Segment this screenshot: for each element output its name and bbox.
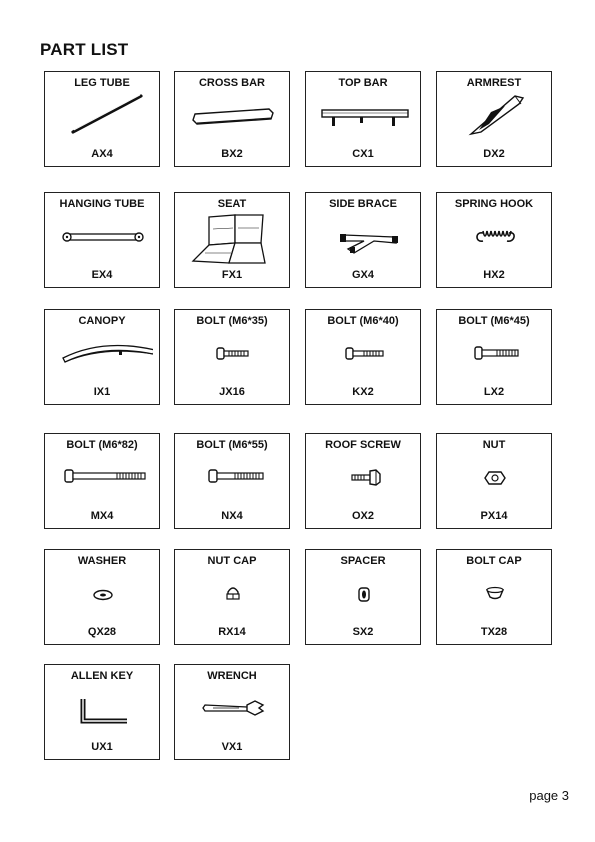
part-card-leg-tube	[44, 71, 160, 167]
canopy-icon	[53, 328, 153, 378]
part-code: QX28	[87, 626, 117, 638]
part-code: KX2	[352, 386, 374, 398]
part-card-bolt-m6-82	[44, 433, 160, 529]
part-code: CX1	[352, 148, 374, 160]
part-label: TOP BAR	[338, 77, 388, 89]
part-card-seat	[174, 192, 290, 288]
part-card-spring-hook	[436, 192, 552, 288]
part-label: ARMREST	[466, 77, 522, 89]
roof-screw-icon	[314, 452, 414, 502]
part-card-bolt-m6-55	[174, 433, 290, 529]
page-title: PART LIST	[40, 40, 129, 59]
bolt-icon	[183, 452, 283, 502]
part-code: PX14	[480, 510, 508, 522]
part-code: SX2	[352, 626, 374, 638]
part-card-allen-key	[44, 664, 160, 760]
part-card-bolt-m6-40	[305, 309, 421, 405]
part-label: SPACER	[340, 555, 386, 567]
part-card-hanging-tube	[44, 192, 160, 288]
long-bolt-icon	[53, 452, 153, 502]
part-card-bolt-cap	[436, 549, 552, 645]
part-code: EX4	[91, 269, 113, 281]
part-label: SPRING HOOK	[454, 198, 534, 210]
part-code: DX2	[483, 148, 505, 160]
part-code: NX4	[221, 510, 243, 522]
bolt-cap-icon	[445, 568, 545, 618]
part-card-nut-cap	[174, 549, 290, 645]
part-card-top-bar	[305, 71, 421, 167]
part-label: BOLT CAP	[466, 555, 522, 567]
spring-hook-icon	[445, 211, 545, 261]
part-label: HANGING TUBE	[59, 198, 145, 210]
bolt-icon	[445, 328, 545, 378]
part-label: SEAT	[217, 198, 247, 210]
part-card-side-brace	[305, 192, 421, 288]
allen-key-icon	[53, 683, 153, 733]
nut-icon	[445, 452, 545, 502]
part-card-roof-screw	[305, 433, 421, 529]
part-card-bolt-m6-45	[436, 309, 552, 405]
seat-icon	[183, 211, 283, 267]
part-code: BX2	[221, 148, 243, 160]
part-label: BOLT (M6*55)	[196, 439, 268, 451]
top-bar-icon	[314, 90, 414, 140]
part-label: CROSS BAR	[198, 77, 265, 89]
part-label: NUT CAP	[207, 555, 257, 567]
part-label: WRENCH	[207, 670, 257, 682]
part-code: RX14	[218, 626, 246, 638]
armrest-icon	[445, 90, 545, 140]
washer-icon	[53, 568, 153, 618]
part-card-armrest	[436, 71, 552, 167]
part-code: VX1	[221, 741, 243, 753]
part-code: FX1	[221, 269, 243, 281]
nut-cap-icon	[183, 568, 283, 618]
part-code: TX28	[480, 626, 508, 638]
cross-bar-icon	[183, 90, 283, 140]
hanging-tube-icon	[53, 211, 153, 261]
part-card-canopy	[44, 309, 160, 405]
part-code: GX4	[351, 269, 374, 281]
part-card-cross-bar	[174, 71, 290, 167]
part-label: SIDE BRACE	[329, 198, 397, 210]
part-label: BOLT (M6*45)	[458, 315, 530, 327]
part-label: LEG TUBE	[74, 77, 130, 89]
part-code: HX2	[483, 269, 505, 281]
part-label: ROOF SCREW	[325, 439, 401, 451]
part-card-spacer	[305, 549, 421, 645]
part-card-wrench	[174, 664, 290, 760]
side-brace-icon	[314, 211, 414, 261]
part-label: WASHER	[77, 555, 127, 567]
spacer-icon	[314, 568, 414, 618]
page-number: page 3	[529, 788, 569, 803]
part-label: ALLEN KEY	[70, 670, 134, 682]
leg-tube-icon	[53, 90, 153, 140]
part-code: JX16	[219, 386, 245, 398]
part-code: MX4	[90, 510, 114, 522]
part-label: BOLT (M6*40)	[327, 315, 399, 327]
part-card-nut	[436, 433, 552, 529]
part-card-washer	[44, 549, 160, 645]
part-code: AX4	[91, 148, 113, 160]
part-label: NUT	[482, 439, 506, 451]
bolt-icon	[183, 328, 283, 378]
part-code: OX2	[351, 510, 374, 522]
part-label: BOLT (M6*82)	[66, 439, 138, 451]
part-label: BOLT (M6*35)	[196, 315, 268, 327]
part-label: CANOPY	[78, 315, 126, 327]
part-code: IX1	[93, 386, 111, 398]
wrench-icon	[183, 683, 283, 733]
part-card-bolt-m6-35	[174, 309, 290, 405]
bolt-icon	[314, 328, 414, 378]
part-code: UX1	[91, 741, 113, 753]
part-code: LX2	[483, 386, 505, 398]
